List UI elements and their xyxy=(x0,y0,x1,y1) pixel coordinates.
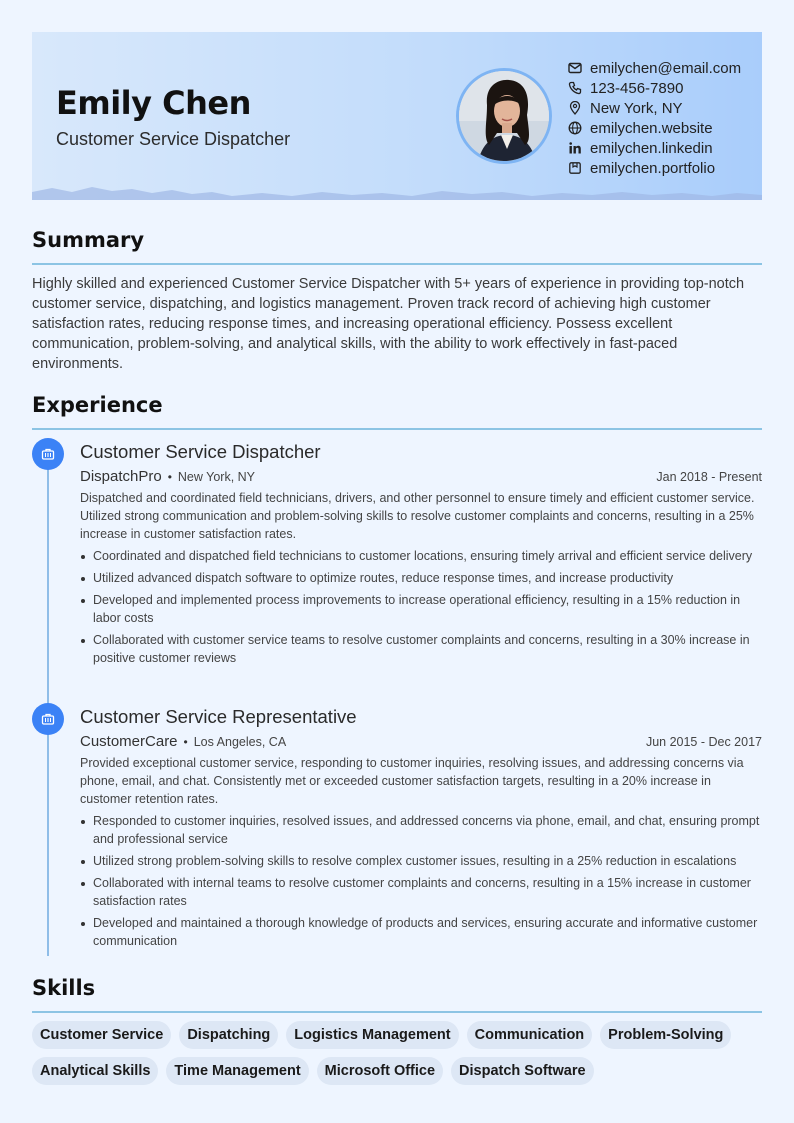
contact-portfolio[interactable]: emilychen.portfolio xyxy=(568,158,741,178)
summary-divider xyxy=(32,263,762,265)
header-wave-decoration xyxy=(32,184,762,200)
job-achievements xyxy=(80,812,762,950)
list-item: Responded to customer inquiries, resolved issues, and addressed concerns via phone, email, and chat, ensuring prompt and professional service xyxy=(80,812,762,848)
skill-tag: Dispatch Software xyxy=(451,1057,594,1085)
contact-website[interactable]: emilychen.website xyxy=(568,118,741,138)
experience-heading: Experience xyxy=(32,393,163,417)
linkedin-icon xyxy=(568,141,582,155)
job-dates: Jan 2018 - Present xyxy=(656,470,762,484)
profile-photo xyxy=(456,68,552,164)
job-title: Customer Service Dispatcher xyxy=(80,441,321,462)
job-description: Dispatched and coordinated field technicians, drivers, and other personnel to ensure timely and efficient customer service. Utilized strong communication and problem-solving skills to resolve customer complaints and concerns, resulting in a 25% increase in customer satisfaction rates. xyxy=(80,491,755,541)
skill-tag: Microsoft Office xyxy=(317,1057,443,1085)
job-meta: DispatchPro • New York, NY Jan 2018 - Present xyxy=(80,465,762,489)
briefcase-icon xyxy=(32,438,64,470)
list-item: Utilized strong problem-solving skills to resolve complex customer issues, resulting in a 25% reduction in escalations xyxy=(80,852,762,870)
skills-heading: Skills xyxy=(32,976,96,1000)
job-location: New York, NY xyxy=(177,470,256,484)
skill-tag: Customer Service xyxy=(32,1021,171,1049)
job-achievements xyxy=(80,547,762,667)
summary-heading: Summary xyxy=(32,228,145,252)
company-name: DispatchPro xyxy=(80,468,162,485)
skill-tag: Problem-Solving xyxy=(600,1021,731,1049)
skill-tag: Analytical Skills xyxy=(32,1057,158,1085)
job-title: Customer Service Representative xyxy=(80,706,357,727)
contact-location: New York, NY xyxy=(568,98,741,118)
job-dates: Jun 2015 - Dec 2017 xyxy=(645,735,762,749)
experience-divider xyxy=(32,428,762,430)
list-item: Developed and maintained a thorough knowledge of products and services, ensuring accurate and informative customer communication xyxy=(80,914,762,950)
list-item: Developed and implemented process improvements to increase operational efficiency, resulting in a 15% reduction in labor costs xyxy=(80,591,762,627)
company-name: CustomerCare xyxy=(80,733,178,750)
experience-item xyxy=(80,704,762,954)
list-item: Coordinated and dispatched field technicians to customer locations, ensuring timely arrival and efficient service delivery xyxy=(80,547,762,565)
skill-tag: Logistics Management xyxy=(286,1021,458,1049)
job-location: Los Angeles, CA xyxy=(193,735,287,749)
phone-icon xyxy=(568,81,582,95)
job-description: Provided exceptional customer service, responding to customer inquiries, resolving issues, and addressing concerns via phone, email, and chat. Consistently met or exceeded customer satisfaction targets, resulting in a 20% increase in customer retention rates. xyxy=(80,756,744,806)
experience-item xyxy=(80,439,762,671)
candidate-title: Customer Service Dispatcher xyxy=(56,129,291,149)
mail-icon xyxy=(568,61,582,75)
contact-phone[interactable]: 123-456-7890 xyxy=(568,78,741,98)
contact-email[interactable]: emilychen@email.com xyxy=(568,58,741,78)
portfolio-icon xyxy=(568,161,582,175)
contact-linkedin[interactable]: emilychen.linkedin xyxy=(568,138,741,158)
skill-tag: Time Management xyxy=(166,1057,308,1085)
skills-divider xyxy=(32,1011,762,1013)
skill-tag: Communication xyxy=(467,1021,593,1049)
list-item: Collaborated with internal teams to resolve customer complaints and concerns, resulting in a 15% increase in customer satisfaction rates xyxy=(80,874,762,910)
list-item: Collaborated with customer service teams to resolve customer complaints and concerns, resulting in a 30% increase in positive customer reviews xyxy=(80,631,762,667)
skill-tag: Dispatching xyxy=(179,1021,278,1049)
candidate-name: Emily Chen xyxy=(56,84,251,122)
list-item: Utilized advanced dispatch software to optimize routes, reduce response times, and increase productivity xyxy=(80,569,762,587)
briefcase-icon xyxy=(32,703,64,735)
summary-text: Highly skilled and experienced Customer Service Dispatcher with 5+ years of experience in providing top-notch customer service, dispatching, and logistics management. Proven track record of achieving high customer satisfaction rates, reducing response times, and increasing operational efficiency. Possess excellent communication, problem-solving, and analytical skills, with the ability to work effectively in fast-paced environments. xyxy=(32,276,745,372)
contact-list xyxy=(568,58,741,178)
resume-header xyxy=(32,32,762,200)
globe-icon xyxy=(568,121,582,135)
job-meta: CustomerCare • Los Angeles, CA Jun 2015 - Dec 2017 xyxy=(80,730,762,754)
location-icon xyxy=(568,101,582,115)
skills-list xyxy=(32,1021,762,1085)
